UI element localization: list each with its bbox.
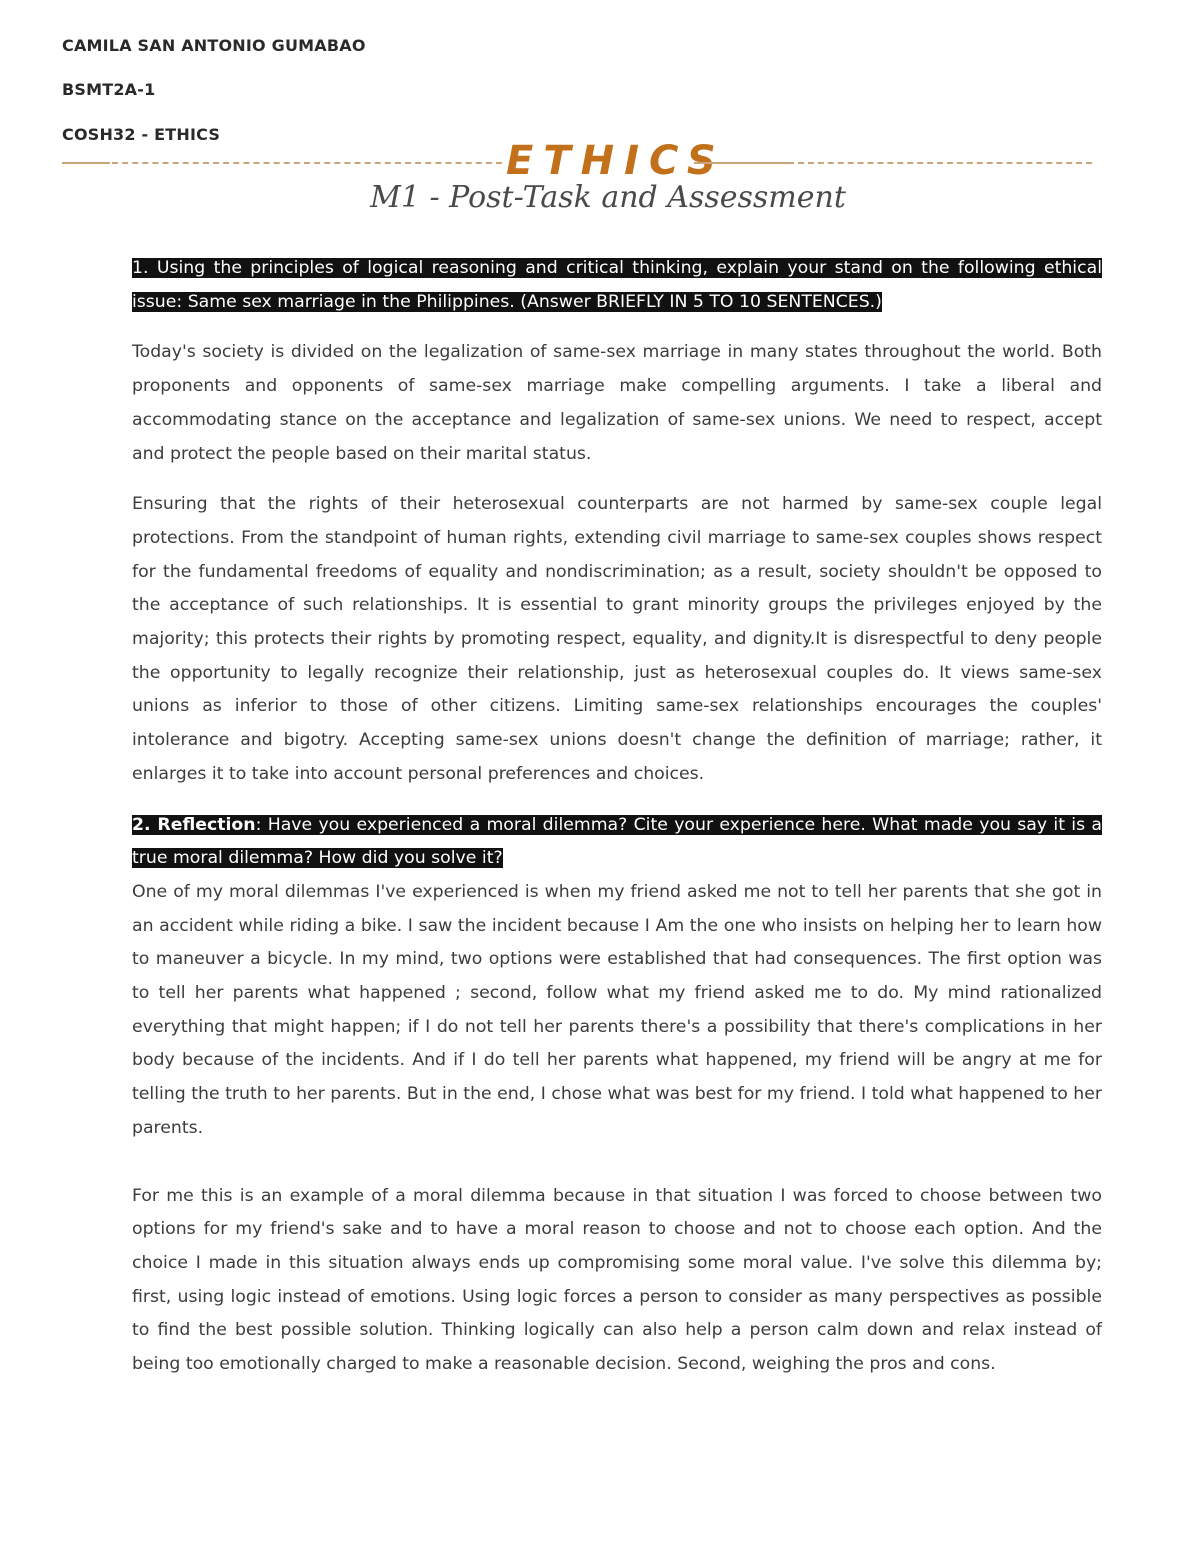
question-2-highlight [132, 815, 1102, 869]
student-name: CAMILA SAN ANTONIO GUMABAO [62, 36, 366, 55]
question-2-text: : Have you experienced a moral dilemma? Cite your experience here. What made you say it is a true moral dilemma? How did you solve it? [132, 814, 1102, 869]
question-1-text: 1. Using the principles of logical reasoning and critical thinking, explain your stand on the following ethical issue: Same sex marriage in the Philippines. (Answer BRIEFLY IN 5 TO 10 SENTENCES.) [132, 258, 1102, 312]
banner-rule-right-dashed [798, 162, 1092, 164]
answer-2-paragraph-2: For me this is an example of a moral dilemma because in that situation I was forced to choose between two options for my friend's sake and to have a moral reason to choose and not to choose each option. And the choice I made in this situation always ends up compromising some moral value. I've solve this dilemma by; first, using logic instead of emotions. Using logic forces a person to consider as many perspectives as possible to find the best possible solution. Thinking logically can also help a person calm down and relax instead of being too emotionally charged to make a reasonable decision. Second, weighing the pros and cons. [132, 1185, 1102, 1375]
answer-1-paragraph-2: Ensuring that the rights of their heterosexual counterparts are not harmed by same-sex couple legal protections. From the standpoint of human rights, extending civil marriage to same-sex couples shows respect for the fundamental freedoms of equality and nondiscrimination; as a result, society shouldn't be opposed to the acceptance of such relationships. It is essential to grant minority groups the privileges enjoyed by the majority; this protects their rights by promoting respect, equality, and dignity.It is disrespectful to deny people the opportunity to legally recognize their relationship, just as heterosexual couples do. It views same-sex unions as inferior to those of other citizens. Limiting same-sex relationships encourages the couples' intolerance and bigotry. Accepting same-sex unions doesn't change the definition of marriage; rather, it enlarges it to take into account personal preferences and choices. [132, 494, 1102, 784]
banner-rule-right-solid [694, 162, 794, 164]
document-body [132, 252, 1102, 1382]
banner-subtitle: M1 - Post-Task and Assessment [370, 180, 846, 215]
question-2-label: 2. Reflection [132, 814, 256, 835]
student-section: BSMT2A-1 [62, 80, 156, 99]
course-code: COSH32 - ETHICS [62, 125, 221, 144]
banner-rule-left-dashed [112, 162, 502, 164]
banner-title: ETHICS [506, 138, 726, 184]
answer-2-paragraph-1: One of my moral dilemmas I've experienced is when my friend asked me not to tell her parents that she got in an accident while riding a bike. I saw the incident because I Am the one who insists on helping her to learn how to maneuver a bicycle. In my mind, two options were established that had consequences. The first option was to tell her parents what happened ; second, follow what my friend asked me to do. My mind rationalized everything that might happen; if I do not tell her parents there's a possibility that there's complications in her body because of the incidents. And if I do tell her parents what happened, my friend will be angry at me for telling the truth to her parents. But in the end, I chose what was best for my friend. I told what happened to her parents. [132, 881, 1102, 1138]
question-2 [132, 809, 1102, 876]
answer-1-paragraph-1: Today's society is divided on the legalization of same-sex marriage in many states throughout the world. Both proponents and opponents of same-sex marriage make compelling arguments. I take a liberal and accommodating stance on the acceptance and legalization of same-sex unions. We need to respect, accept and protect the people based on their marital status. [132, 342, 1102, 464]
question-1 [132, 252, 1102, 319]
banner-rule-left-solid [62, 162, 110, 164]
title-banner [62, 138, 1092, 218]
